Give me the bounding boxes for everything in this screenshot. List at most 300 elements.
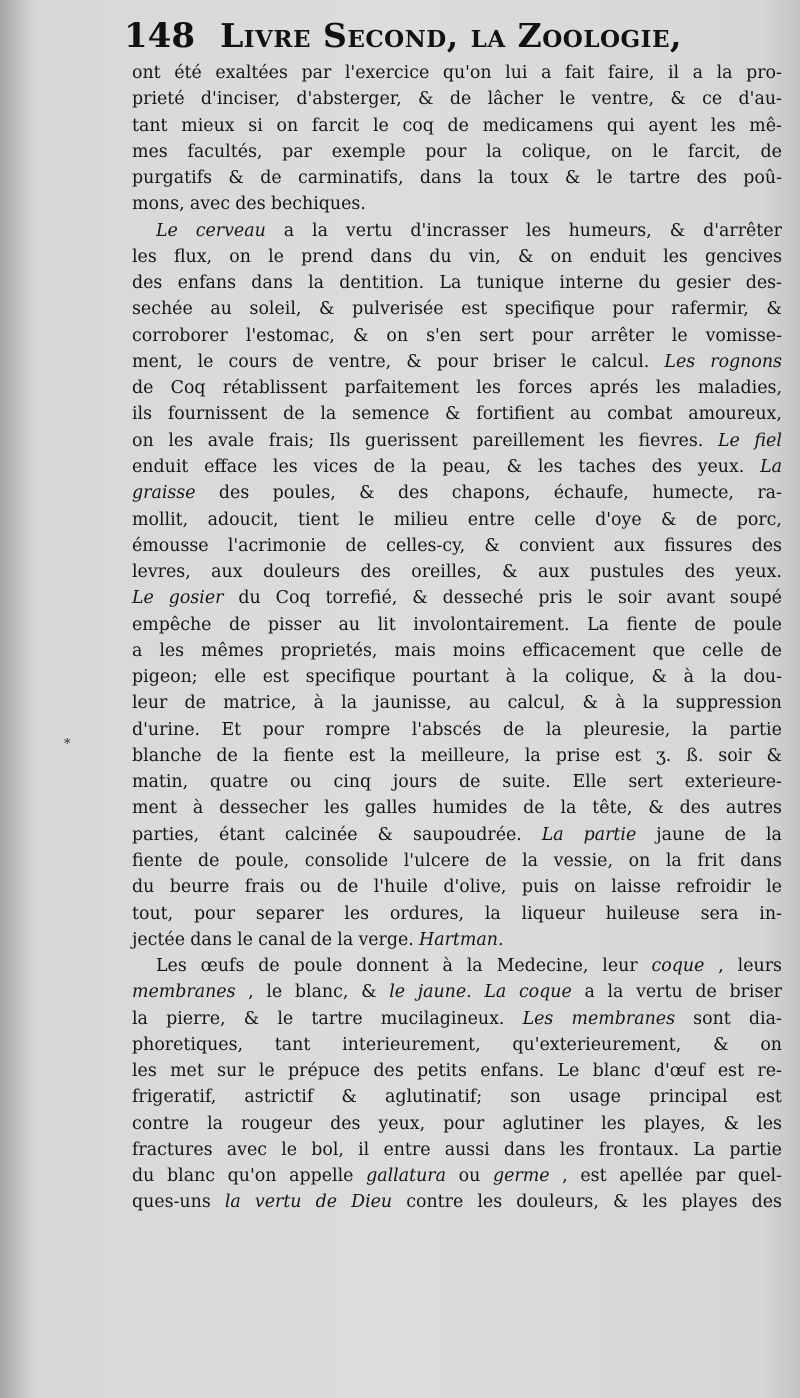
word: phoretiques, — [132, 1034, 244, 1055]
word: de — [502, 719, 525, 740]
word: guerissent — [364, 430, 458, 451]
word: a — [283, 220, 295, 241]
word: le — [281, 1139, 298, 1160]
word: de — [345, 535, 367, 556]
text-line — [132, 323, 782, 349]
word: La — [587, 614, 609, 635]
word: & — [651, 667, 667, 688]
word: la — [341, 693, 358, 714]
word: a — [692, 63, 704, 83]
text-line — [132, 139, 782, 165]
word: soir — [718, 745, 752, 766]
word: la — [665, 850, 682, 871]
word: contre — [406, 1192, 464, 1213]
word: carminatifs, — [298, 168, 404, 189]
word: re- — [757, 1061, 782, 1082]
word: les — [559, 1139, 585, 1160]
word: les — [272, 456, 298, 477]
word: la — [765, 824, 782, 845]
word: flux, — [173, 246, 213, 267]
word: dia- — [748, 1008, 782, 1029]
word: blanc, — [294, 982, 349, 1003]
word: matin, — [132, 772, 189, 793]
word: parties, — [132, 824, 200, 845]
word: est — [717, 1061, 745, 1082]
word: principal — [649, 1087, 728, 1108]
word: des — [751, 1192, 782, 1213]
word: membranes — [571, 1008, 676, 1029]
word: ou — [299, 877, 322, 898]
word: medicamens — [482, 115, 594, 136]
word: astrictif — [244, 1087, 314, 1108]
word: briser — [493, 351, 546, 372]
word: & — [352, 325, 369, 346]
word: qu'on — [442, 63, 492, 83]
word: tête, — [592, 798, 633, 819]
text-line — [132, 901, 782, 927]
word: son — [510, 1087, 541, 1108]
word: poule, — [235, 850, 290, 871]
word: du — [132, 877, 155, 898]
word: la — [337, 929, 354, 950]
word: Hartman. — [419, 929, 504, 950]
word: milieu — [393, 509, 449, 530]
word: des — [679, 798, 710, 819]
word: huileuse — [605, 903, 680, 924]
word: dessecher — [219, 798, 309, 819]
word: des — [360, 562, 391, 583]
word: torrefié, — [325, 588, 398, 609]
text-line — [132, 927, 782, 953]
word: lui — [505, 63, 528, 83]
word: oreilles, — [411, 562, 482, 583]
word: pour — [612, 299, 654, 320]
word: des — [132, 273, 163, 294]
word: efficacement — [522, 640, 636, 661]
word: ment, — [132, 351, 183, 372]
word: mucilagineux. — [380, 1008, 505, 1029]
word: on — [276, 115, 299, 136]
word: , — [718, 956, 724, 977]
word: pour — [193, 903, 236, 924]
word: au — [338, 614, 361, 635]
word: le — [268, 246, 284, 267]
word: ordures, — [389, 903, 465, 924]
word: d'olive, — [443, 877, 507, 898]
word: la — [320, 404, 337, 425]
word: humecte, — [652, 483, 734, 504]
word: poules, — [272, 483, 336, 504]
word: à — [615, 693, 626, 714]
word: prépuce — [288, 1061, 361, 1082]
word: matrice, — [223, 693, 297, 714]
word: Et — [221, 719, 242, 740]
word: partie — [729, 1139, 782, 1160]
word: la — [545, 719, 562, 740]
text-line — [132, 401, 782, 427]
word: le — [587, 588, 604, 609]
word: jectée — [132, 929, 185, 950]
word: de — [283, 404, 305, 425]
word: autres — [725, 798, 782, 819]
text-line — [132, 1163, 782, 1189]
word: est — [262, 667, 289, 688]
word: les — [168, 430, 194, 451]
word: parfaitement — [344, 378, 459, 399]
word: la — [607, 982, 624, 1003]
word: pro- — [746, 63, 782, 83]
word: & — [412, 588, 428, 609]
word: cours — [228, 351, 278, 372]
word: de — [695, 509, 718, 530]
word: les — [757, 1113, 782, 1134]
word: qui — [606, 115, 635, 136]
word: prend — [301, 246, 354, 267]
word: rougeur — [241, 1113, 312, 1134]
word: farcit — [311, 115, 360, 136]
word: de — [336, 877, 359, 898]
word: on — [550, 246, 573, 267]
word: on — [132, 430, 154, 451]
word: Coq — [170, 378, 206, 399]
word: germe — [492, 1166, 550, 1187]
word: consolide — [304, 850, 389, 871]
word: soupé — [729, 588, 782, 609]
word: playes — [681, 1192, 738, 1213]
word: lâcher — [487, 89, 544, 110]
word: La — [484, 982, 507, 1003]
word: dans — [740, 850, 782, 871]
word: peau, — [442, 456, 491, 477]
word: des — [330, 1113, 361, 1134]
word: & — [377, 824, 394, 845]
word: Le — [132, 588, 154, 609]
word: Les — [664, 351, 696, 372]
word: puis — [521, 877, 559, 898]
word: on — [229, 246, 251, 267]
word: l'exercice — [344, 63, 430, 83]
word: & — [582, 693, 598, 714]
word: de — [197, 850, 220, 871]
word: celle — [702, 640, 744, 661]
word: dans — [503, 1139, 546, 1160]
word: douleurs, — [516, 1192, 599, 1213]
word: coque — [651, 956, 705, 977]
word: cinq — [333, 772, 372, 793]
word: jaunisse, — [374, 693, 452, 714]
word: & — [661, 509, 677, 530]
word: le — [652, 141, 669, 162]
word: les — [537, 456, 563, 477]
word: donnent — [356, 956, 429, 977]
word: du — [638, 273, 661, 294]
word: les — [642, 1192, 668, 1213]
word: farcit, — [687, 141, 741, 162]
word: la — [410, 456, 427, 477]
word: purgatifs — [132, 168, 213, 189]
word: cerveau — [195, 220, 266, 241]
word: soleil, — [249, 299, 302, 320]
word: chapons, — [451, 483, 531, 504]
word: le — [197, 351, 214, 372]
word: laisse — [611, 877, 661, 898]
text-line — [132, 822, 782, 848]
word: vin, — [468, 246, 501, 267]
word: a — [584, 982, 595, 1003]
word: interieurement, — [342, 1034, 481, 1055]
word: de — [260, 168, 282, 189]
word: & — [564, 168, 581, 189]
word: s'en — [426, 325, 462, 346]
word: enduit — [589, 246, 646, 267]
word: & — [648, 798, 664, 819]
word: tartre — [311, 1008, 363, 1029]
word: d'incrasser — [410, 220, 508, 241]
word: ß. — [686, 745, 704, 766]
word: les — [655, 378, 681, 399]
word: les — [476, 378, 501, 399]
word: la — [484, 903, 501, 924]
text-line — [132, 533, 782, 559]
word: est — [580, 1166, 607, 1187]
word: pareillement — [472, 430, 585, 451]
word: le — [560, 351, 577, 372]
word: Les — [156, 956, 187, 977]
word: coq — [402, 115, 434, 136]
word: des — [651, 456, 682, 477]
word: l'huile — [373, 877, 428, 898]
word: d'urine. — [132, 719, 201, 740]
word: in- — [759, 903, 782, 924]
word: empêche — [132, 614, 212, 635]
word: galles — [364, 798, 417, 819]
word: & — [502, 562, 518, 583]
word: Dieu — [351, 1192, 393, 1213]
word: au — [468, 693, 491, 714]
text-line — [132, 428, 782, 454]
word: vomisse- — [705, 325, 782, 346]
word: pris — [538, 588, 573, 609]
word: le — [358, 509, 375, 530]
word: separer — [255, 903, 324, 924]
word: fissures — [664, 535, 733, 556]
word: la — [560, 798, 577, 819]
text-line — [132, 165, 782, 191]
word: le — [559, 89, 576, 110]
word: des — [751, 535, 782, 556]
word: forces — [518, 378, 573, 399]
word: tant — [274, 1034, 311, 1055]
page-number: 148 — [124, 16, 195, 56]
text-line — [132, 480, 782, 506]
word: lit — [377, 614, 396, 635]
word: aglutinatif; — [384, 1087, 483, 1108]
word: & — [669, 220, 686, 241]
word: & — [723, 1113, 740, 1134]
word: vertu — [345, 220, 393, 241]
word: gosier — [168, 588, 224, 609]
word: jaune. — [417, 982, 472, 1003]
word: est — [461, 299, 488, 320]
word: des — [684, 562, 715, 583]
word: mes — [132, 141, 168, 162]
word: frit — [697, 850, 725, 871]
word: pour — [443, 1113, 485, 1134]
word: avec — [226, 1139, 267, 1160]
word: frais — [244, 877, 285, 898]
word: membranes — [132, 982, 236, 1003]
word: elle — [214, 667, 247, 688]
word: mêmes — [201, 640, 264, 661]
word: maladies, — [697, 378, 782, 399]
word: & — [341, 1087, 357, 1108]
word: la — [224, 1192, 241, 1213]
word: avant — [666, 588, 715, 609]
word: rétablissent — [222, 378, 328, 399]
word: ra- — [757, 483, 782, 504]
word: combat — [607, 404, 673, 425]
text-line — [132, 244, 782, 270]
word: à — [313, 693, 324, 714]
word: Ils — [328, 430, 351, 451]
word: sera — [700, 903, 739, 924]
word: enduit — [132, 456, 189, 477]
text-line — [132, 717, 782, 743]
word: étant — [219, 824, 265, 845]
word: proprietés, — [280, 640, 378, 661]
word: faire, — [607, 63, 655, 83]
word: blanche — [132, 745, 202, 766]
word: tant — [132, 115, 168, 136]
word: d'œuf — [653, 1061, 705, 1082]
word: d'au- — [738, 89, 782, 110]
word: ventre, — [591, 89, 655, 110]
word: toux — [510, 168, 549, 189]
word: dou- — [743, 667, 782, 688]
word: poule — [733, 614, 782, 635]
word: contre — [132, 1113, 190, 1134]
text-line — [132, 218, 782, 244]
word: d'arrêter — [703, 220, 782, 241]
word: soir — [617, 588, 652, 609]
word: calcul. — [591, 351, 650, 372]
word: saupoudrée. — [412, 824, 522, 845]
word: ʒ. — [655, 745, 672, 766]
word: efface — [204, 456, 258, 477]
word: à — [683, 667, 694, 688]
text-line — [132, 191, 782, 217]
word: ventre, — [328, 351, 392, 372]
word: dans — [190, 929, 232, 950]
word: les — [601, 1113, 626, 1134]
word: , — [248, 982, 254, 1003]
word: des- — [745, 273, 782, 294]
word: il — [667, 63, 680, 83]
word: la — [312, 220, 328, 241]
word: d'absterger, — [296, 89, 402, 110]
word: que — [652, 640, 686, 661]
word: tunique — [476, 273, 545, 294]
word: qu'exterieurement, — [512, 1034, 682, 1055]
word: des — [696, 168, 727, 189]
word: par — [282, 141, 312, 162]
word: & — [766, 299, 782, 320]
word: est — [348, 745, 376, 766]
word: involontairement. — [413, 614, 570, 635]
word: tient — [297, 509, 340, 530]
word: exaltées — [215, 63, 288, 83]
word: avec — [189, 194, 231, 215]
word: œufs — [200, 956, 245, 977]
word: vertu — [636, 982, 683, 1003]
word: yeux, — [378, 1113, 426, 1134]
word: prise — [555, 745, 600, 766]
word: & — [359, 483, 375, 504]
word: ils — [132, 404, 153, 425]
word: Le — [717, 430, 740, 451]
word: ce — [702, 89, 723, 110]
word: du — [132, 1166, 155, 1187]
word: convient — [519, 535, 595, 556]
word: sert — [628, 772, 663, 793]
word: de — [449, 89, 472, 110]
word: fractures — [132, 1139, 213, 1160]
word: met — [170, 1061, 204, 1082]
word: usage — [569, 1087, 621, 1108]
word: aglutiner — [502, 1113, 584, 1134]
text-line — [132, 979, 782, 1005]
word: la — [710, 667, 727, 688]
word: leur — [132, 693, 168, 714]
word: de — [216, 745, 238, 766]
word: le — [237, 929, 253, 950]
text-line — [132, 1137, 782, 1163]
word: de — [228, 614, 251, 635]
word: blanc — [592, 1061, 641, 1082]
word: jaune — [656, 824, 705, 845]
word: & — [319, 299, 335, 320]
word: les — [599, 430, 624, 451]
word: petits — [417, 1061, 467, 1082]
word: les — [477, 1192, 503, 1213]
word: la — [390, 745, 406, 766]
word: d'oye — [595, 509, 642, 530]
word: yeux. — [697, 456, 745, 477]
word: entre — [383, 1139, 431, 1160]
word: du — [429, 246, 452, 267]
word: suite. — [502, 772, 551, 793]
text-line — [132, 638, 782, 664]
word: les — [159, 640, 185, 661]
word: bechiques. — [270, 194, 366, 215]
text-line — [132, 1189, 782, 1215]
word: mê- — [749, 115, 782, 136]
word: refroidir — [676, 877, 751, 898]
word: de — [485, 850, 507, 871]
word: mais — [394, 640, 436, 661]
word: exemple — [331, 141, 406, 162]
word: appelle — [289, 1166, 354, 1187]
word: porc, — [736, 509, 782, 530]
word: & — [445, 404, 461, 425]
word: avale — [207, 430, 255, 451]
word: canal — [258, 929, 306, 950]
word: frais; — [268, 430, 315, 451]
word: gencives — [705, 246, 782, 267]
word: la — [308, 273, 325, 294]
word: partie — [583, 824, 637, 845]
word: yeux. — [735, 562, 782, 583]
